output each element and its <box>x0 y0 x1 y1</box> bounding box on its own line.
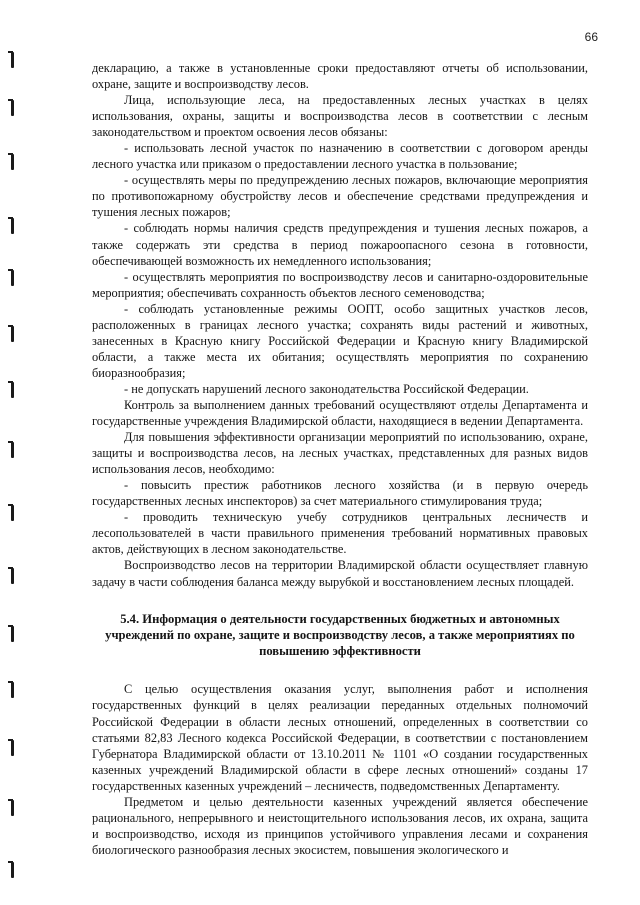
page-number: 66 <box>584 30 598 44</box>
paragraph: декларацию, а также в установленные сроки предоставляют отчеты об использовании, охране, защите и воспроизводству лесов. <box>92 61 588 92</box>
binding-mark <box>11 100 14 116</box>
list-item: - проводить техническую учебу сотрудников центральных лесничеств и лесопользователей в части правильного применения требований нормативных правовых актов, действующих в лесном законодательстве. <box>92 510 588 557</box>
list-item: - повысить престиж работников лесного хозяйства (и в первую очередь государственных лесных инспекторов) за счет материального стимулирования труда; <box>92 478 588 509</box>
binding-mark <box>11 218 14 234</box>
binding-mark <box>11 800 14 816</box>
binding-mark <box>11 740 14 756</box>
binding-margin-marks <box>0 0 20 905</box>
binding-mark <box>11 568 14 584</box>
list-item: - осуществлять меры по предупреждению лесных пожаров, включающие мероприятия по противопожарному обустройству лесов и обеспечение средствами предупреждения и тушения лесных пожаров; <box>92 173 588 220</box>
binding-mark <box>11 505 14 521</box>
list-item: - соблюдать установленные режимы ООПТ, особо защитных участков лесов, расположенных в границах лесного участка; сохранять виды растений и животных, занесенных в Красную книгу Российской Федерации и Красную книгу Владимирской области, а также места их обитания; осуществлять мероприятия по сохранению биоразнообразия; <box>92 301 588 380</box>
binding-mark <box>11 382 14 398</box>
binding-mark <box>11 154 14 170</box>
list-item: - осуществлять мероприятия по воспроизводству лесов и санитарно-оздоровительные мероприятия; обеспечивать сохранность объектов лесного семеноводства; <box>92 269 588 300</box>
paragraph: С целью осуществления оказания услуг, выполнения работ и исполнения государственных функций в целях реализации переданных отдельных полномочий Российской Федерации в области лесных отношений, определенных в соответствии со статьями 82,83 Лесного кодекса Российской Федерации, в соответствии с постановлением Губернатора Владимирской области от 13.10.2011 № 1101 «О создании государственных казенных учреждений Владимирской области в сфере лесных отношений» созданы 17 государственных казенных учреждений – лесничеств, подведомственных Департаменту. <box>92 682 588 793</box>
paragraph: Для повышения эффективности организации мероприятий по использованию, охране, защиты и воспроизводства лесов, на лесных участках, представленных для разных видов использования лесов, необходимо: <box>92 430 588 477</box>
paragraph: Контроль за выполнением данных требований осуществляют отделы Департамента и государственные учреждения Владимирской области, находящиеся в ведении Департамента. <box>92 397 588 429</box>
binding-mark <box>11 862 14 878</box>
list-item: - не допускать нарушений лесного законодательства Российской Федерации. <box>124 381 529 396</box>
paragraph: Предметом и целью деятельности казенных учреждений является обеспечение рационального, непрерывного и неистощительного использования лесов, их охрана, защита и воспроизводство, исходя из принципов устойчивого управления лесами и сохранения биологического разнообразия лесных экосистем, повышения экологического и <box>92 794 588 857</box>
binding-mark <box>11 442 14 458</box>
binding-mark <box>11 326 14 342</box>
section-heading: 5.4. Информация о деятельности государственных бюджетных и автономных учреждений по охране, защите и воспроизводству лесов, а также мероприятиях по повышению эффективности <box>105 611 575 659</box>
binding-mark <box>11 52 14 68</box>
list-item: - использовать лесной участок по назначению в соответствии с договором аренды лесного участка или приказом о предоставлении лесного участка в пользование; <box>92 141 588 172</box>
document-body <box>92 60 588 858</box>
list-item: - соблюдать нормы наличия средств предупреждения и тушения лесных пожаров, а также содержать эти средства в период пожароопасного сезона в готовности, обеспечивающей возможность их немедленного использования; <box>92 221 588 268</box>
paragraph: Воспроизводство лесов на территории Владимирской области осуществляет главную задачу в части соблюдения баланса между вырубкой и восстановлением лесных площадей. <box>92 558 588 589</box>
binding-mark <box>11 682 14 698</box>
paragraph: Лица, использующие леса, на предоставленных лесных участках в целях использования, охраны, защиты и воспроизводства лесов в соответствии с лесным законодательством и проектом освоения лесов обязаны: <box>92 93 588 140</box>
binding-mark <box>11 626 14 642</box>
binding-mark <box>11 270 14 286</box>
